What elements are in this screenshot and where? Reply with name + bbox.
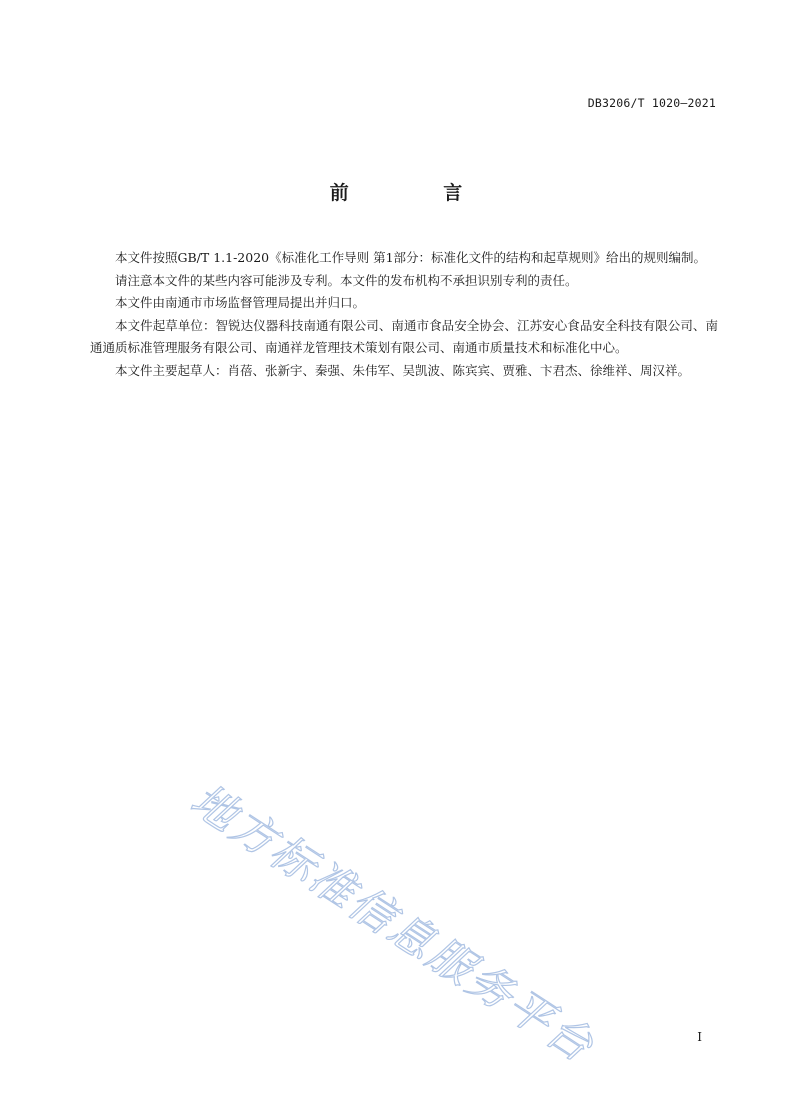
watermark: 地方标准信息服务平台 xyxy=(181,774,604,1074)
paragraph-patent-notice: 请注意本文件的某些内容可能涉及专利。本文件的发布机构不承担识别专利的责任。 xyxy=(115,272,578,288)
paragraph-proposer: 本文件由南通市市场监督管理局提出并归口。 xyxy=(115,295,366,310)
paragraph-drafters: 本文件主要起草人：肖蓓、张新宇、秦强、朱伟军、吴凯波、陈宾宾、贾雅、卞君杰、徐维祥、周汉祥。 xyxy=(115,362,691,378)
document-code: DB3206/T 1020—2021 xyxy=(587,96,716,110)
paragraph-drafting-rules: 本文件按照GB/T 1.1-2020《标准化工作导则 第1部分：标准化文件的结构和起草规则》给出的规则编制。 xyxy=(115,250,707,265)
paragraph-drafting-units: 本文件起草单位：智锐达仪器科技南通有限公司、南通市食品安全协会、江苏安心食品安全科技有限公司、南通通质标准管理服务有限公司、南通祥龙管理技术策划有限公司、南通市质量技术和标准化中心。 xyxy=(90,317,718,355)
page-number: I xyxy=(697,1030,702,1044)
page-title: 前 言 xyxy=(329,182,507,204)
foreword-body xyxy=(90,247,718,382)
